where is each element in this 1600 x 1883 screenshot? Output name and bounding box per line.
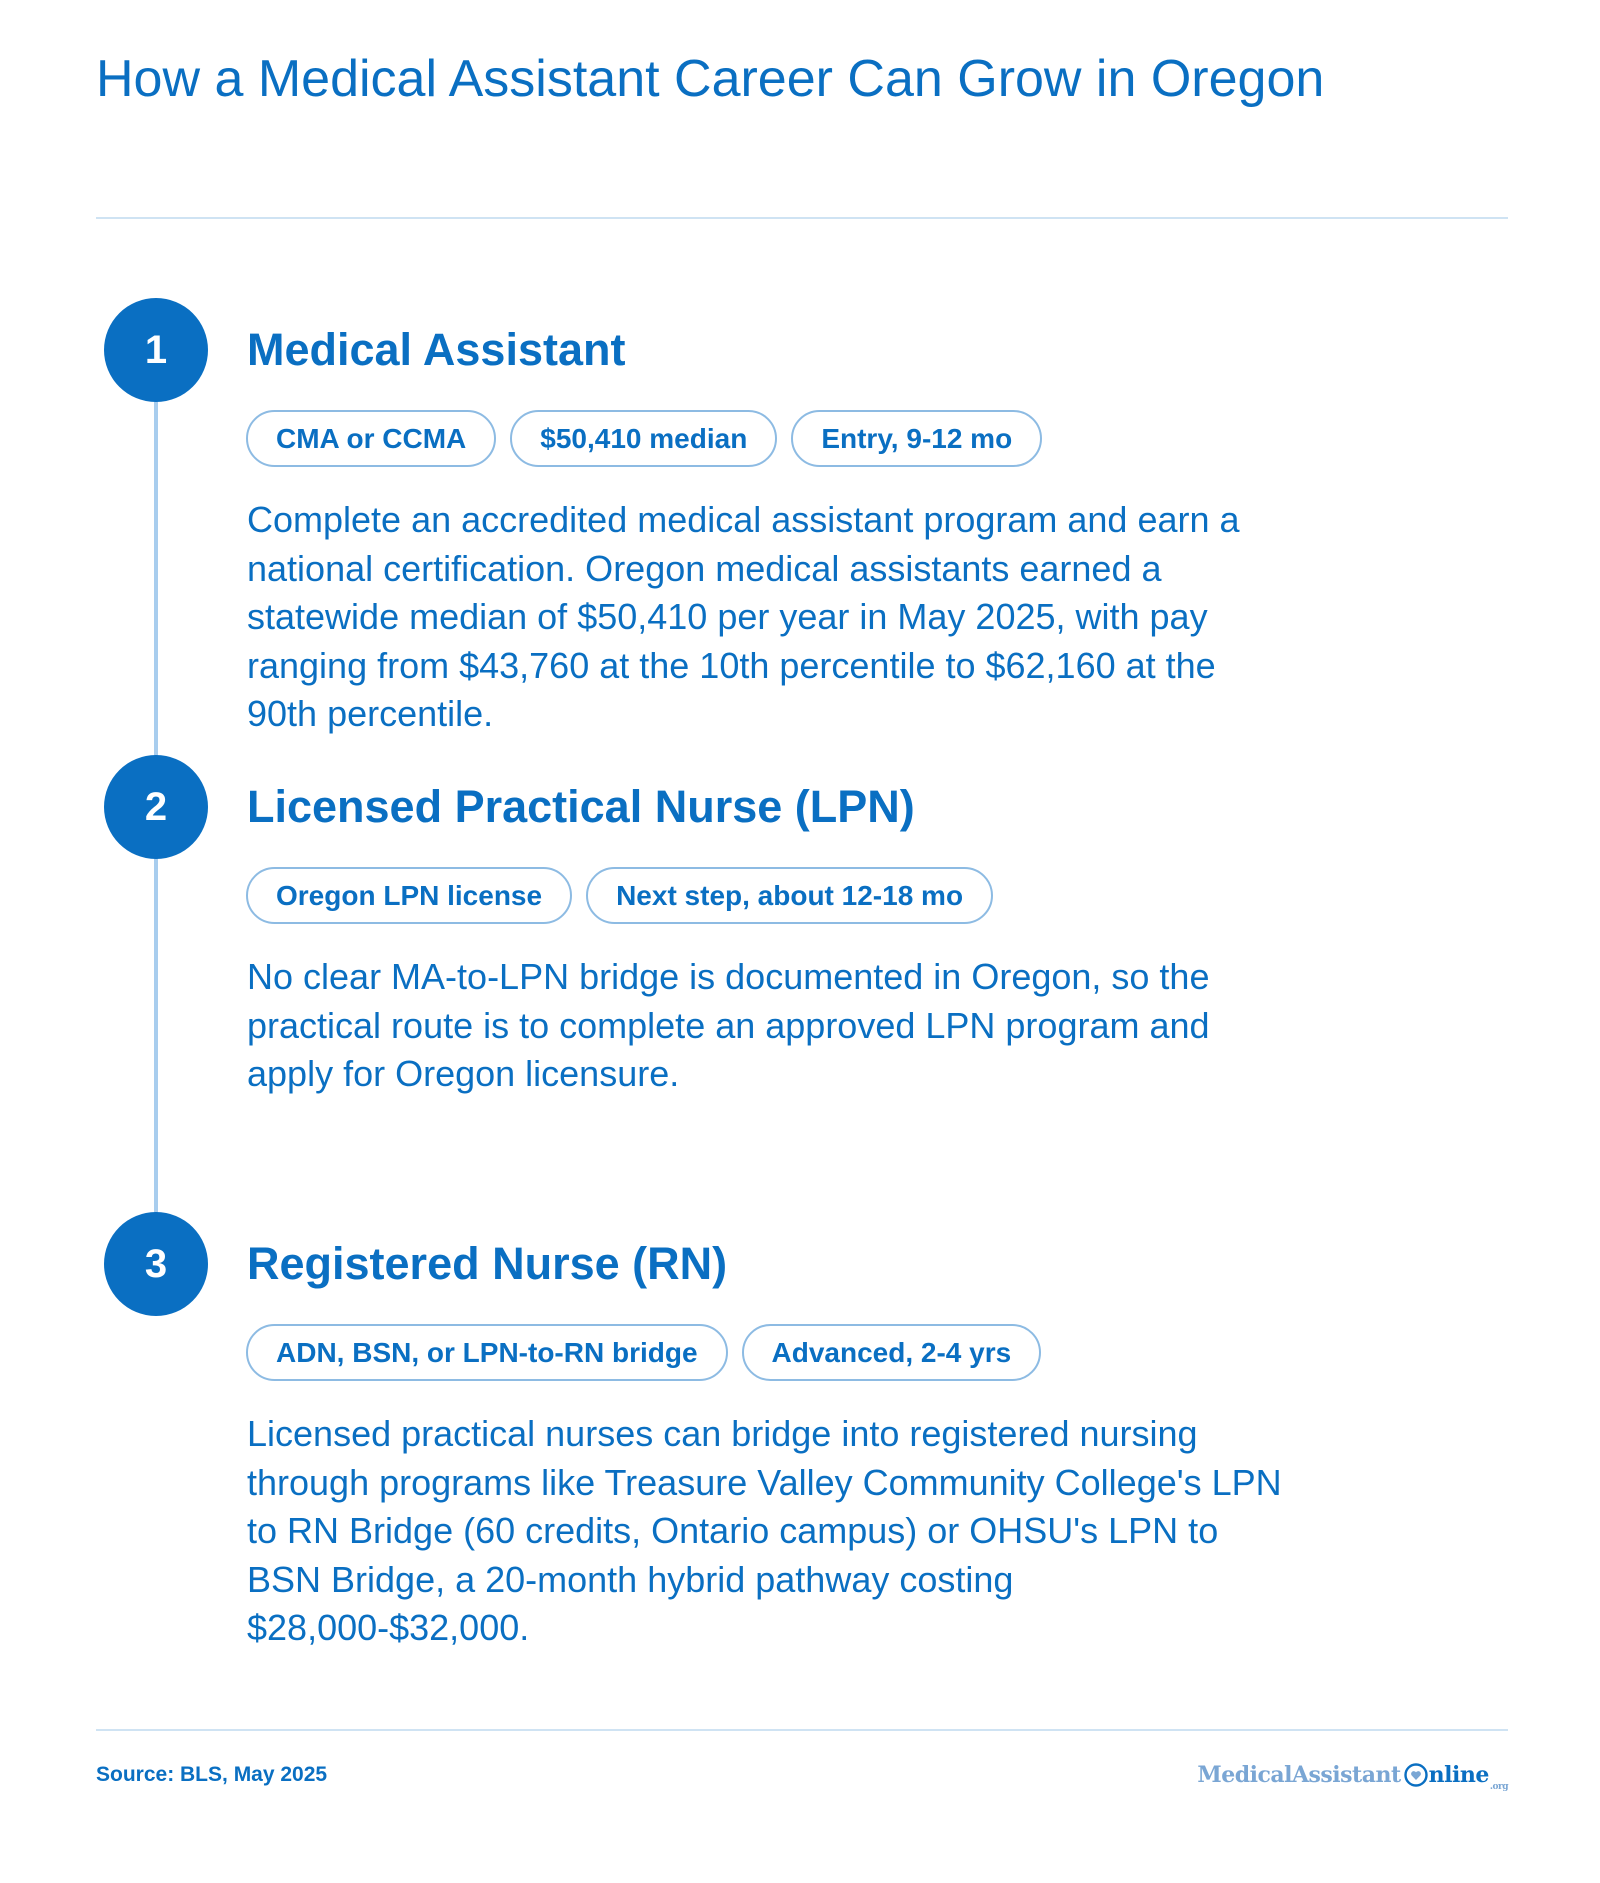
salary-badge: $50,410 median (510, 410, 777, 467)
step-title: Registered Nurse (RN) (247, 1238, 728, 1289)
step-number-circle: 1 (104, 298, 208, 402)
source-note: Source: BLS, May 2025 (96, 1763, 328, 1786)
logo-text-org: .org (1489, 1782, 1508, 1792)
step-badges (246, 1324, 1041, 1381)
header-divider (96, 217, 1508, 219)
step-number-circle: 3 (104, 1212, 208, 1316)
step-title: Medical Assistant (247, 324, 626, 375)
credential-badge: ADN, BSN, or LPN-to-RN bridge (246, 1324, 728, 1381)
credential-badge: Oregon LPN license (246, 867, 572, 924)
stethoscope-heart-icon (1403, 1762, 1429, 1788)
step-badges (246, 867, 993, 924)
step-number-circle: 2 (104, 755, 208, 859)
step-badges (246, 410, 1042, 467)
step-description: No clear MA-to-LPN bridge is documented in Oregon, so the practical route is to complete an approved LPN program and apply for Oregon licensure. (247, 956, 1210, 1094)
step-title: Licensed Practical Nurse (LPN) (247, 781, 915, 832)
step-description: Licensed practical nurses can bridge into registered nursing through programs like Treasure Valley Community College's LPN to RN Bridge (60 credits, Ontario campus) or OHSU's LPN to BSN Bridge, a 20-month hybrid pathway costing $28,000-$32,000. (247, 1413, 1282, 1648)
duration-badge: Advanced, 2-4 yrs (742, 1324, 1042, 1381)
logo-text-online: nline (1428, 1762, 1489, 1788)
page-title: How a Medical Assistant Career Can Grow in Oregon (96, 50, 1325, 108)
footer-divider (96, 1729, 1508, 1731)
duration-badge: Next step, about 12-18 mo (586, 867, 993, 924)
site-logo (1197, 1762, 1508, 1792)
duration-badge: Entry, 9-12 mo (791, 410, 1042, 467)
credential-badge: CMA or CCMA (246, 410, 496, 467)
step-description: Complete an accredited medical assistant program and earn a national certification. Oregon medical assistants earned a statewide median of $50,410 per year in May 2025, with pay ranging from $43,760 at the 10th percentile to $62,160 at the 90th percentile. (247, 499, 1240, 734)
logo-text: MedicalAssistant (1197, 1762, 1401, 1788)
